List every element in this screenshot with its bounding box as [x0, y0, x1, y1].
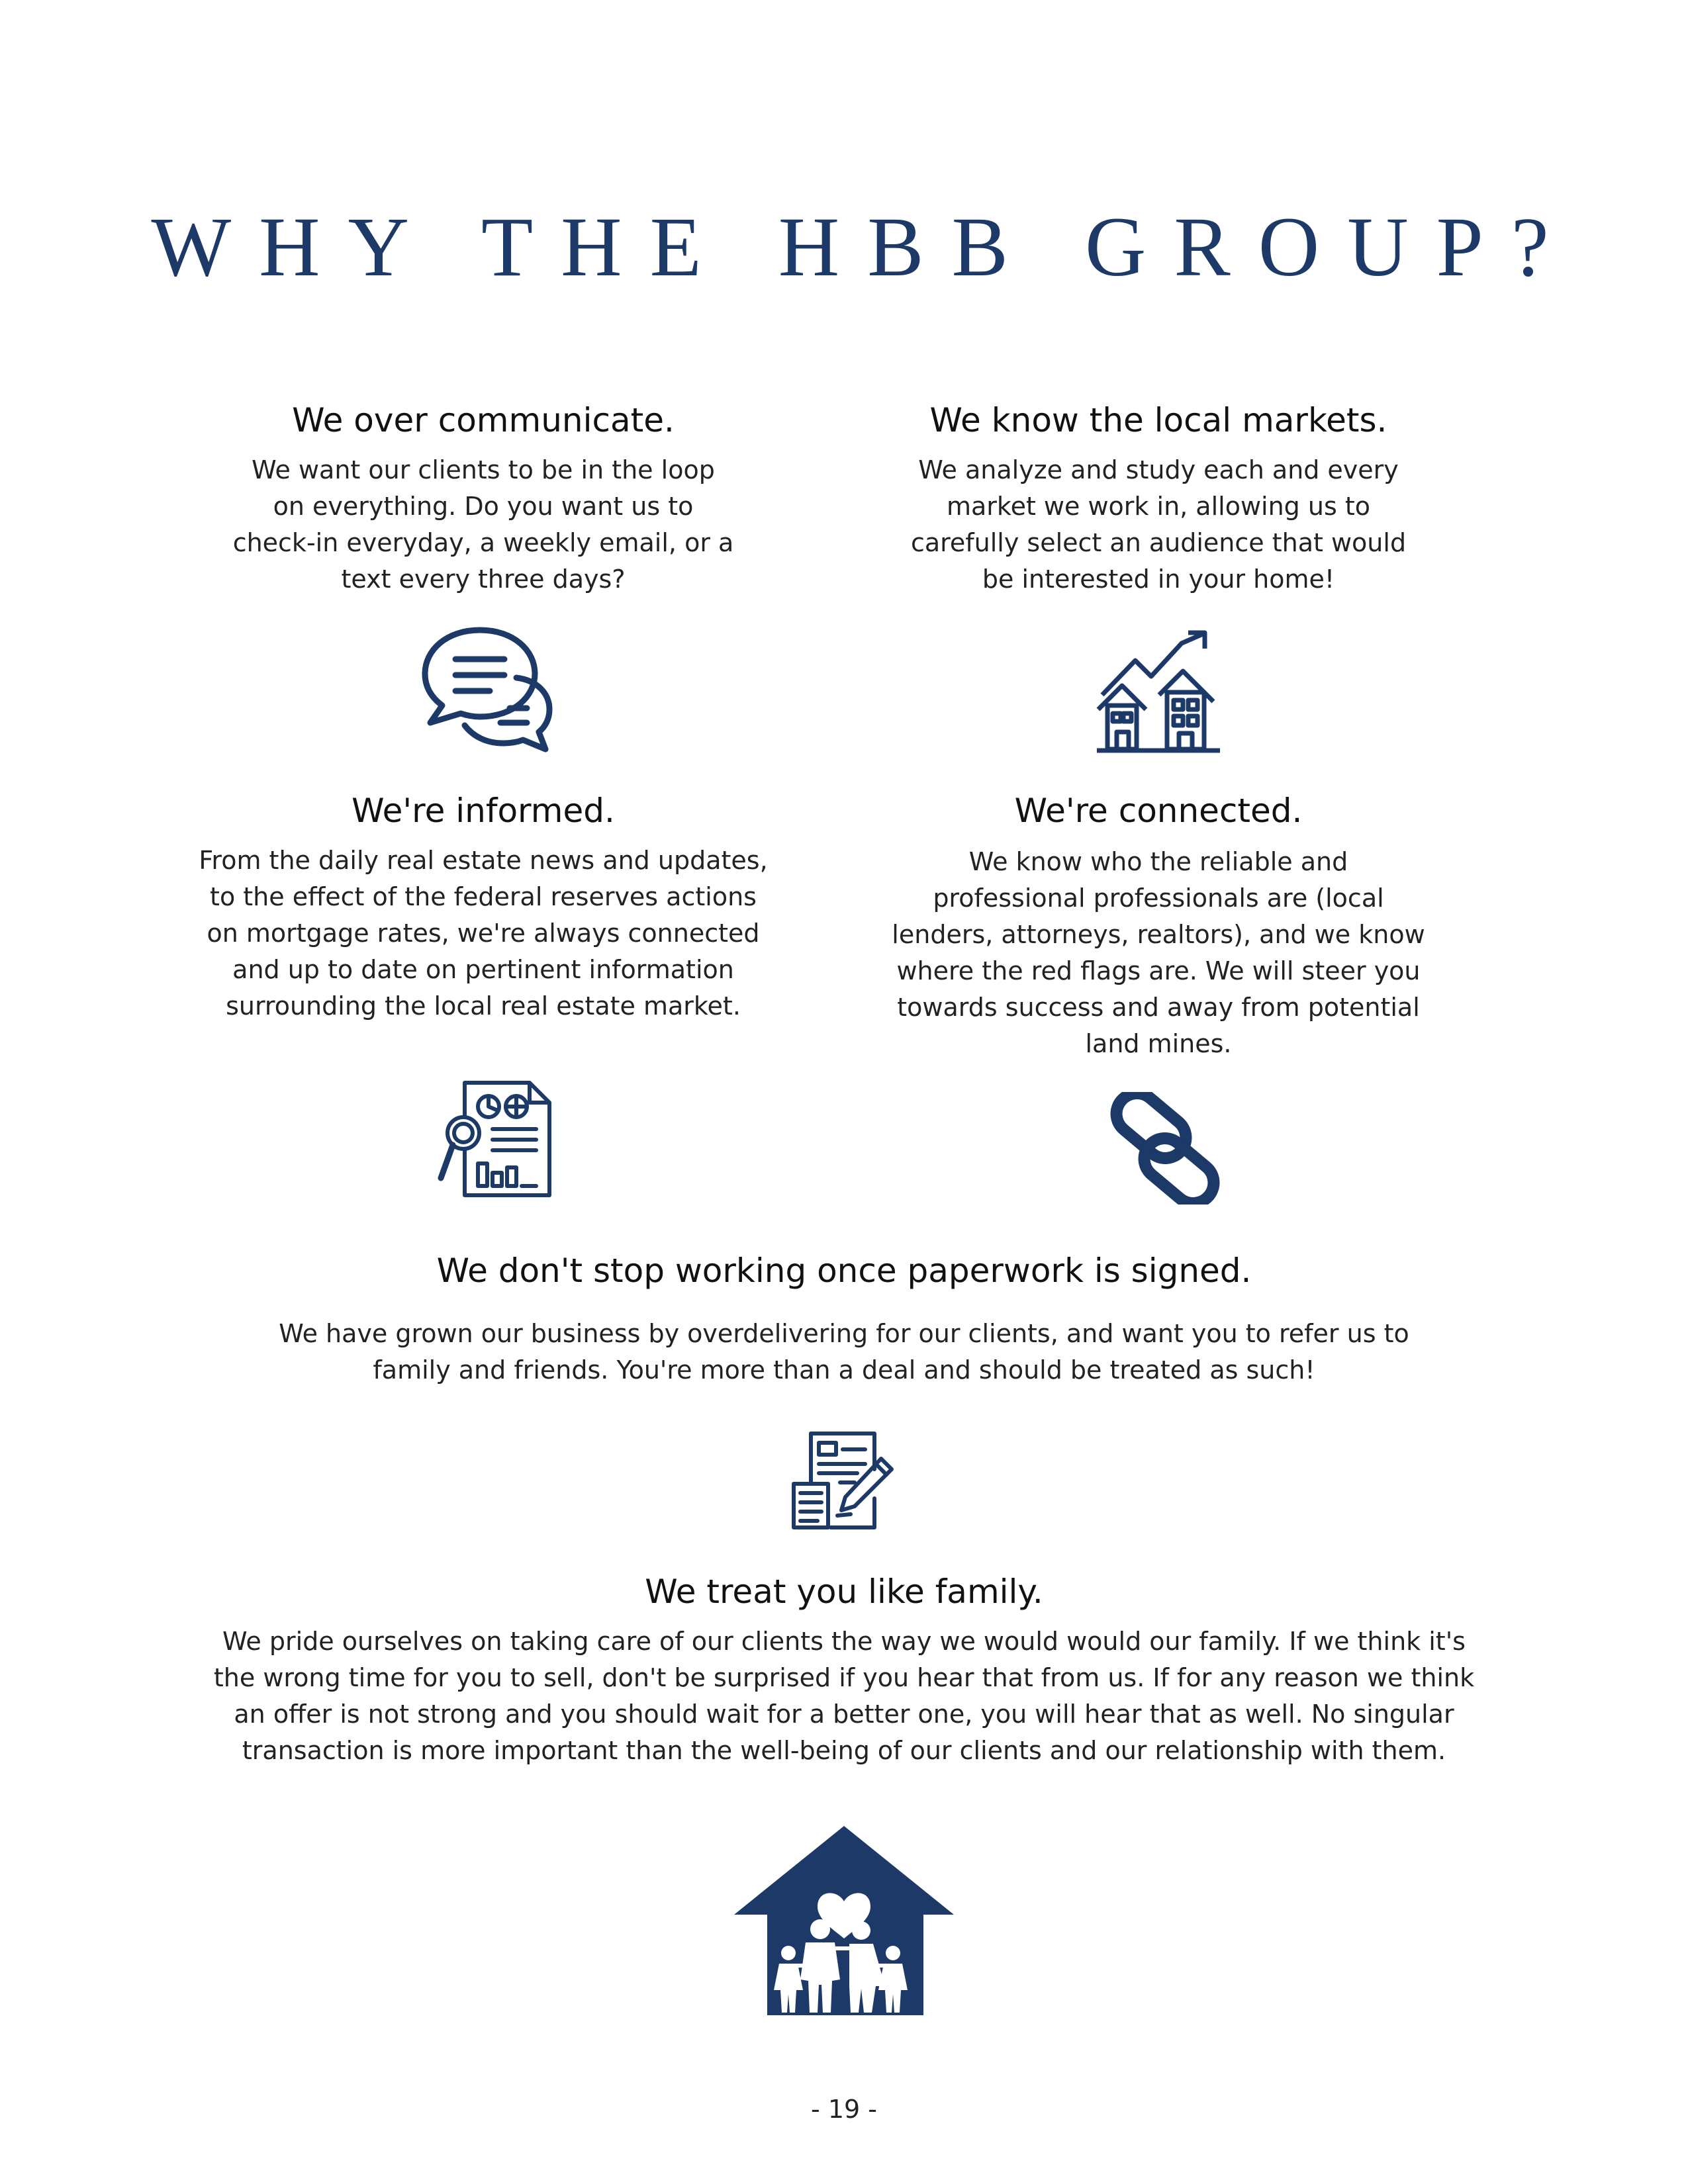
section-body: We know who the reliable and professional professionals are (local lenders, attorneys, realtors), and we know where the red flags are. We will steer you towards success and away from potential land mines.: [892, 847, 1425, 1058]
section-heading: We know the local markets.: [929, 401, 1387, 439]
section-heading: We over communicate.: [292, 401, 675, 439]
section-body: From the daily real estate news and updates, to the effect of the federal reserves actions on mortgage rates, we're always connected and up to date on pertinent information surrounding the local real estate market.: [199, 846, 768, 1021]
chat-bubbles-icon: [417, 622, 556, 754]
section-body: We pride ourselves on taking care of our clients the way we would would our family. If we think it's the wrong time for you to sell, don't be surprised if you hear that from us. If for any reason we think an offer is not strong and you should wait for a better one, you will hear that as well. No singular transaction is more important than the well-being of our clients and our relationship with them.: [213, 1627, 1475, 1765]
family-home-icon: [731, 1823, 957, 2015]
page-number: - 19 -: [811, 2095, 877, 2124]
section-heading: We're connected.: [1014, 792, 1303, 830]
chain-link-icon: [1099, 1092, 1231, 1205]
section-over-communicate: [185, 400, 781, 598]
section-local-markets: [851, 400, 1466, 598]
section-body: We want our clients to be in the loop on everything. Do you want us to check-in everyday, a weekly email, or a text every three days?: [232, 455, 734, 594]
section-body: We have grown our business by overdelivering for our clients, and want you to refer us to family and friends. You're more than a deal and should be treated as such!: [279, 1319, 1409, 1385]
section-body: We analyze and study each and every market we work in, allowing us to carefully select an audience that would be interested in your home!: [910, 455, 1407, 594]
page-title: WHY THE HBB GROUP?: [151, 200, 1577, 294]
signing-document-icon: [791, 1430, 897, 1532]
section-informed: [152, 791, 814, 1024]
report-magnifier-icon: [437, 1079, 556, 1199]
houses-growth-chart-icon: [1096, 629, 1221, 754]
section-heading: We don't stop working once paperwork is signed.: [436, 1251, 1252, 1290]
section-heading: We're informed.: [352, 792, 615, 830]
section-family: [182, 1572, 1506, 1769]
section-connected: [847, 791, 1470, 1062]
section-keep-working: [182, 1251, 1506, 1388]
section-heading: We treat you like family.: [645, 1572, 1043, 1611]
